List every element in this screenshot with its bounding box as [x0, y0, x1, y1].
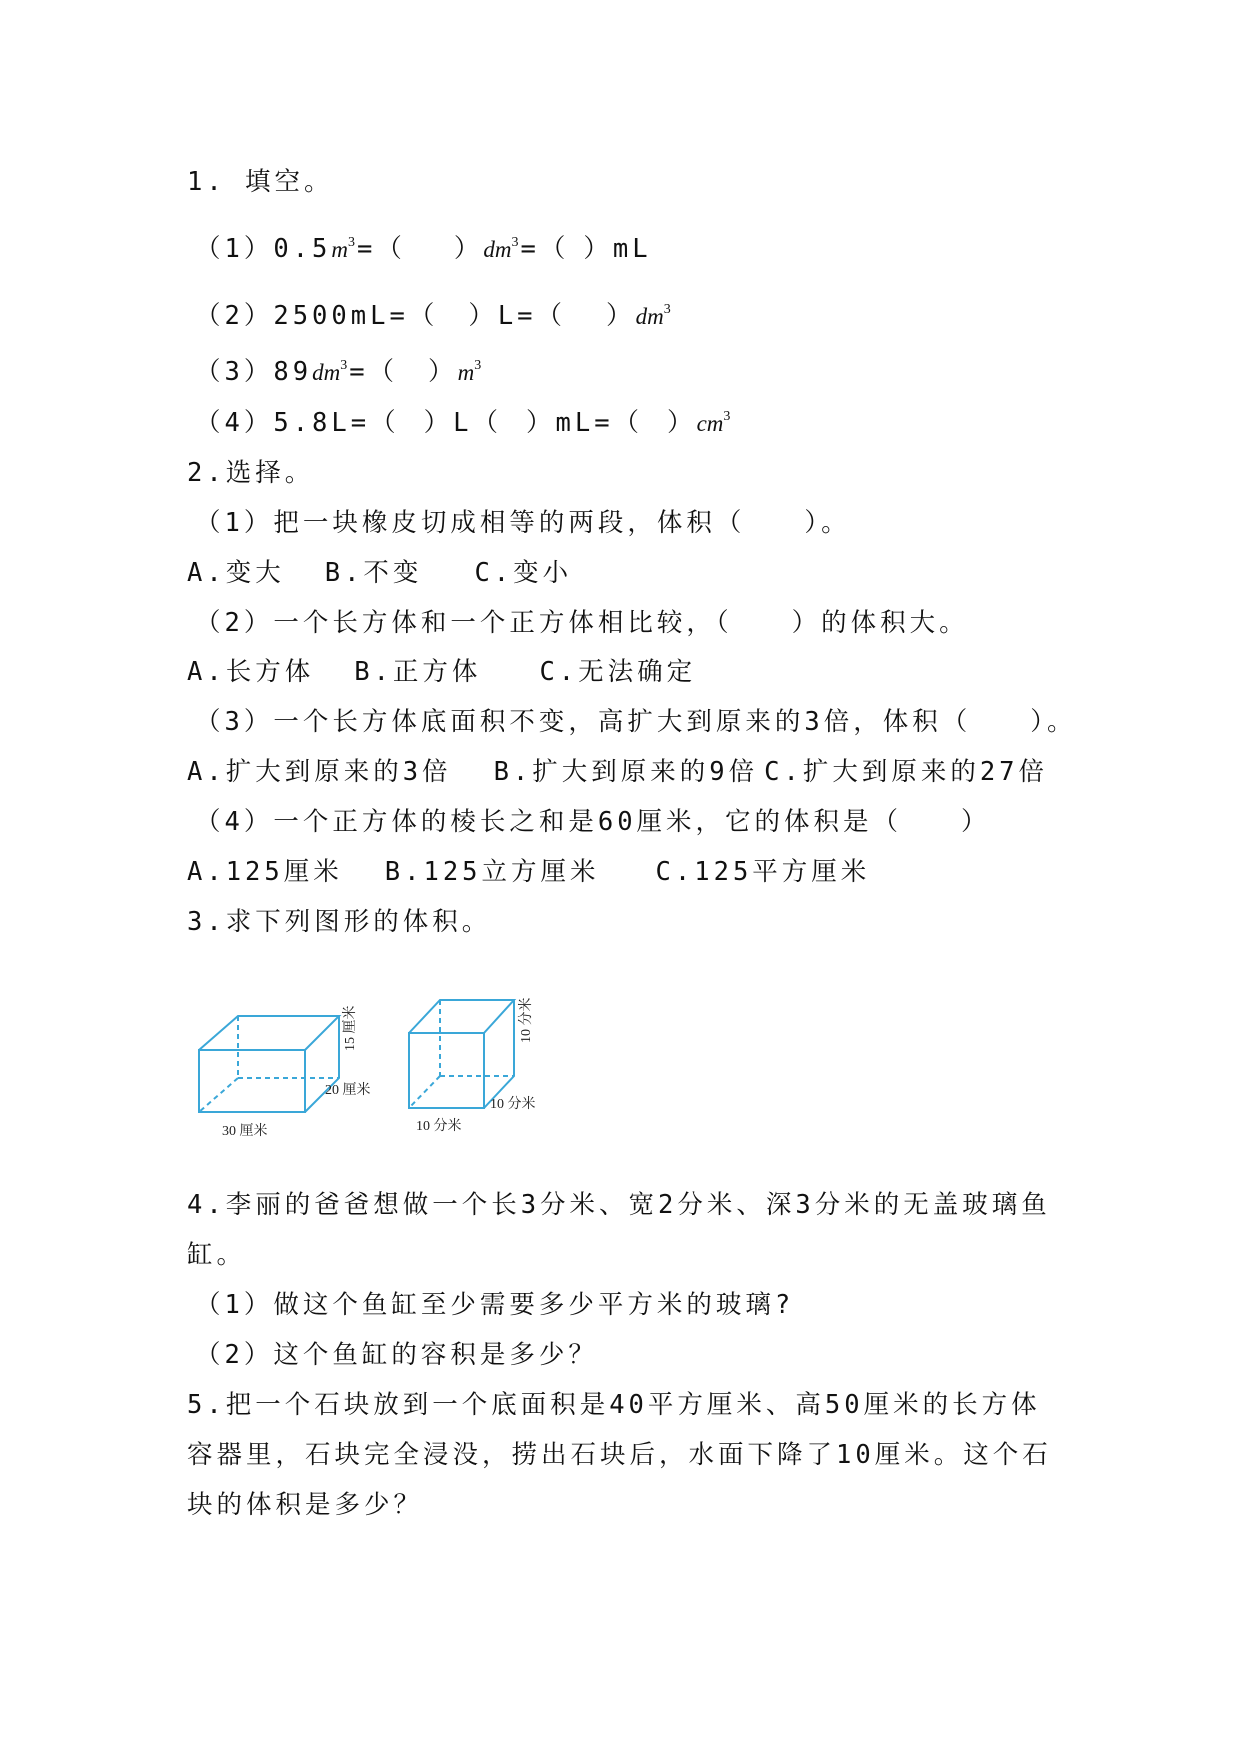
option-b: B.正方体: [354, 657, 482, 687]
q2-question-4: （4）一个正方体的棱长之和是60厘米，它的体积是（ ）: [195, 807, 991, 837]
exponent: 3: [474, 358, 482, 373]
q4-sub-2: （2）这个鱼缸的容积是多少？: [195, 1340, 598, 1370]
cuboid-height-label: 15 厘米: [343, 1005, 358, 1051]
q3-figures: [180, 980, 600, 1140]
q2-options-2: [187, 654, 696, 690]
unit-dm: dm: [483, 237, 512, 262]
q1-3-text: ）: [428, 357, 458, 387]
option-c: C.扩大到原来的27倍: [764, 757, 1049, 787]
q2-options-4: [187, 854, 870, 890]
exponent: 3: [348, 235, 356, 250]
cube-length-label: 10 分米: [416, 1119, 462, 1134]
q1-2-text: ）: [606, 301, 636, 331]
q2-question-3: （3）一个长方体底面积不变，高扩大到原来的3倍，体积（ ）。: [195, 707, 1077, 737]
q1-4-text: ）L（: [423, 408, 502, 438]
q2-title: 2.选择。: [187, 458, 315, 488]
cuboid-figure: [199, 1016, 339, 1112]
q1-3-label: （3）89: [195, 357, 313, 387]
q3-title: 3.求下列图形的体积。: [187, 907, 492, 937]
option-c: C.变小: [474, 558, 573, 588]
unit-m: m: [457, 360, 475, 385]
q1-2-text: ）L=（: [468, 301, 567, 331]
q2-options-1: [187, 555, 572, 591]
option-b: B.不变: [324, 558, 423, 588]
q4-sub-1: （1）做这个鱼缸至少需要多少平方米的玻璃?: [195, 1290, 795, 1320]
q2-options-3: [187, 754, 1048, 790]
q1-item-4: [195, 405, 732, 446]
q1-1-label: （1）0.5: [195, 234, 332, 264]
exponent: 3: [511, 235, 519, 250]
exponent: 3: [663, 302, 671, 317]
exponent: 3: [340, 358, 348, 373]
q1-1-text: ）: [453, 234, 484, 264]
q1-1-text: =（: [357, 234, 406, 264]
unit-cm: cm: [696, 411, 724, 436]
q1-item-1: [195, 231, 652, 272]
cuboid-front-face: [199, 1050, 305, 1112]
option-c: C.无法确定: [539, 657, 697, 687]
q5-line1: 5.把一个石块放到一个底面积是40平方厘米、高50厘米的长方体: [187, 1390, 1041, 1420]
q1-3-text: =（: [349, 357, 399, 387]
cube-top-edges: [409, 1000, 514, 1033]
q2-question-2: （2）一个长方体和一个正方体相比较，（ ）的体积大。: [195, 608, 969, 638]
unit-m: m: [331, 237, 349, 262]
option-a: A.125厘米: [187, 857, 343, 887]
q4-title-line1: 4.李丽的爸爸想做一个长3分米、宽2分米、深3分米的无盖玻璃鱼: [187, 1190, 1051, 1220]
q1-1-text: ）mL: [583, 234, 652, 264]
option-a: A.长方体: [187, 657, 315, 687]
cuboid-length-label: 30 厘米: [222, 1124, 268, 1139]
option-b: B.扩大到原来的9倍: [493, 757, 759, 787]
cuboid-top-edges: [199, 1016, 339, 1050]
q1-1-text: =（: [520, 234, 570, 264]
option-a: A.变大: [187, 558, 285, 588]
q1-4-text: ）: [667, 408, 697, 438]
q2-question-1: （1）把一块橡皮切成相等的两段，体积（ ）。: [195, 508, 851, 538]
unit-dm: dm: [312, 360, 341, 385]
unit-dm: dm: [635, 304, 664, 329]
option-c: C.125平方厘米: [655, 857, 871, 887]
cuboid-width-label: 20 厘米: [325, 1083, 371, 1098]
q1-2-label: （2）2500mL=（: [195, 301, 439, 331]
exponent: 3: [723, 409, 731, 424]
cube-height-label: 10 分米: [519, 997, 534, 1043]
option-a: A.扩大到原来的3倍: [187, 757, 452, 787]
q1-title: 1. 填空。: [187, 167, 334, 197]
q1-4-label: （4）5.8L=（: [195, 408, 400, 438]
q5-line3: 块的体积是多少？: [187, 1490, 424, 1520]
q4-title-line2: 缸。: [187, 1240, 247, 1270]
cube-figure: [409, 1000, 514, 1108]
q1-4-text: ）mL=（: [525, 408, 644, 438]
q1-item-2: [195, 298, 673, 339]
cube-width-label: 10 分米: [490, 1097, 536, 1112]
option-b: B.125立方厘米: [384, 857, 600, 887]
q1-item-3: [195, 354, 483, 395]
q5-line2: 容器里，石块完全浸没，捞出石块后，水面下降了10厘米。这个石: [187, 1440, 1052, 1470]
